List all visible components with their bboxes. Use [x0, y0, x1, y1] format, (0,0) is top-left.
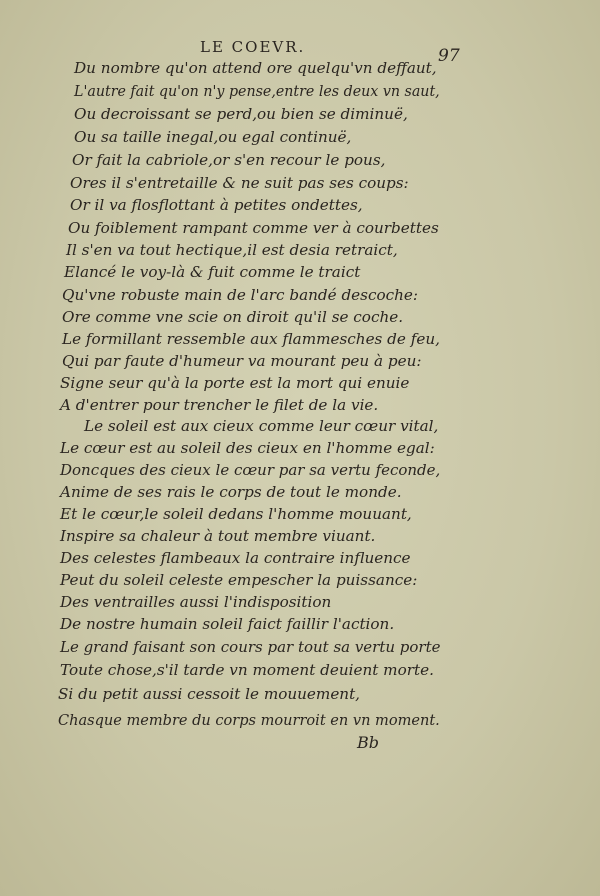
verse-line: A d'entrer pour trencher le filet de la vie.	[60, 396, 379, 414]
running-head: LE COEVR.	[200, 38, 306, 56]
verse-line: Le cœur est au soleil des cieux en l'homme egal:	[60, 439, 435, 457]
verse-line: Des ventrailles aussi l'indisposition	[60, 593, 332, 611]
verse-line: Il s'en va tout hectique,il est desia retraict,	[66, 241, 398, 259]
verse-line: Elancé le voy-là & fuit comme le traict	[64, 263, 361, 281]
verse-line: Qui par faute d'humeur va mourant peu à peu:	[62, 352, 422, 370]
verse-line: Ou foiblement rampant comme ver à courbettes	[68, 219, 439, 237]
verse-line: Toute chose,s'il tarde vn moment deuient morte.	[60, 661, 434, 679]
verse-line: Anime de ses rais le corps de tout le monde.	[60, 483, 402, 501]
verse-line: Et le cœur,le soleil dedans l'homme mouuant,	[60, 505, 412, 523]
verse-line: Ores il s'entretaille & ne suit pas ses coups:	[70, 174, 409, 192]
verse-line: Ou decroissant se perd,ou bien se diminuë,	[74, 105, 408, 123]
verse-line: Qu'vne robuste main de l'arc bandé descoche:	[62, 286, 418, 304]
page-number: 97	[438, 46, 460, 66]
verse-line: Des celestes flambeaux la contraire influence	[60, 549, 411, 567]
verse-line: Le soleil est aux cieux comme leur cœur vital,	[84, 417, 439, 435]
verse-line: Chasque membre du corps mourroit en vn moment.	[58, 711, 440, 729]
verse-line: Or fait la cabriole,or s'en recour le pous,	[72, 151, 386, 169]
verse-line: Le formillant ressemble aux flammesches de feu,	[62, 330, 440, 348]
verse-line: Signe seur qu'à la porte est la mort qui enuie	[60, 374, 410, 392]
verse-line: Doncques des cieux le cœur par sa vertu feconde,	[60, 461, 441, 479]
verse-line: Du nombre qu'on attend ore quelqu'vn deffaut,	[74, 59, 437, 77]
verse-line: Si du petit aussi cessoit le mouuement,	[58, 685, 361, 703]
verse-line: Or il va flosflottant à petites ondettes,	[70, 196, 363, 214]
verse-line: Le grand faisant son cours par tout sa vertu porte	[60, 638, 441, 656]
verse-line: De nostre humain soleil faict faillir l'action.	[60, 615, 395, 633]
verse-line: Peut du soleil celeste empescher la puissance:	[60, 571, 418, 589]
verse-line: Ore comme vne scie on diroit qu'il se coche.	[62, 308, 404, 326]
verse-line: L'autre fait qu'on n'y pense,entre les deux vn saut,	[74, 82, 440, 100]
verse-line: Inspire sa chaleur à tout membre viuant.	[60, 527, 376, 545]
catchword: Bb	[357, 733, 379, 752]
verse-line: Ou sa taille inegal,ou egal continuë,	[74, 128, 352, 146]
